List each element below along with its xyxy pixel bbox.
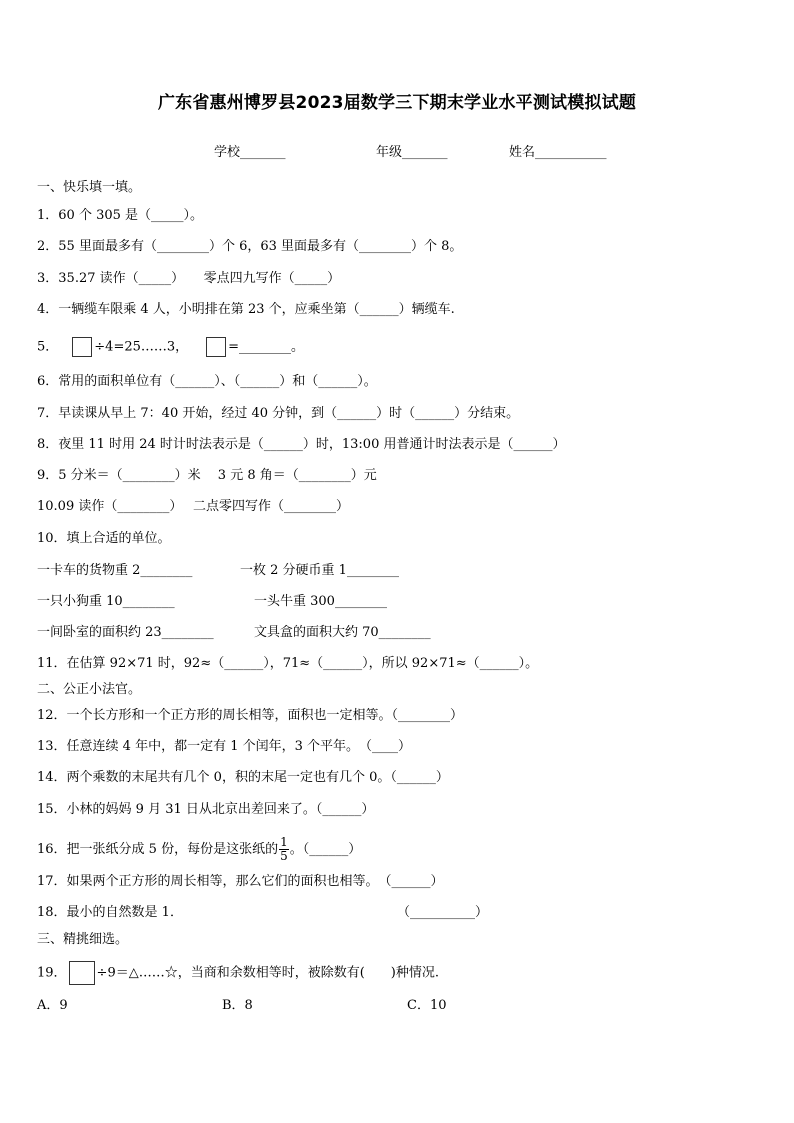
question-7: 7．早读课从早上 7：40 开始，经过 40 分钟，到（______）时（______）分结束。 [37, 406, 520, 421]
question-2: 2．55 里面最多有（________）个 6，63 里面最多有（________）个 8。 [37, 239, 463, 254]
section-1-heading: 一、快乐填一填。 [37, 180, 142, 195]
unit-item: 一枚 2 分硬币重 1________ [240, 563, 399, 578]
grade-field: 年级_______ [376, 145, 448, 160]
fraction-numerator: 1 [280, 835, 288, 849]
answer-box [206, 337, 226, 357]
question-1: 1．60 个 305 是（_____）。 [37, 208, 204, 223]
option-a: A．9 [37, 998, 68, 1013]
question-10a: 10.09 读作（________） 二点零四写作（________） [37, 499, 349, 514]
question-12: 12．一个长方形和一个正方形的周长相等，面积也一定相等。（________） [37, 708, 464, 723]
page-title: 广东省惠州博罗县2023届数学三下期末学业水平测试模拟试题 [157, 93, 637, 113]
question-16-answer: 。（______） [289, 842, 362, 857]
question-5 [37, 337, 304, 355]
question-9: 9．5 分米＝（________）米 3 元 8 角＝（________）元 [37, 468, 377, 483]
question-8: 8．夜里 11 时用 24 时计时法表示是（______）时，13:00 用普通计时法表示是（______） [37, 437, 566, 452]
section-3-heading: 三、精挑细选。 [37, 932, 129, 947]
question-18-answer: （__________） [397, 905, 489, 920]
question-5-equation: ÷4=25……3， [94, 339, 189, 355]
name-field: 姓名___________ [509, 145, 607, 160]
fraction [279, 836, 289, 863]
question-4: 4．一辆缆车限乘 4 人，小明排在第 23 个，应乘坐第（______）辆缆车. [37, 302, 455, 317]
question-3: 3．35.27 读作（_____） 零点四九写作（_____） [37, 271, 341, 286]
question-10: 10．填上合适的单位。 [37, 531, 171, 546]
school-field: 学校_______ [214, 145, 286, 160]
answer-box [72, 337, 92, 357]
question-6: 6．常用的面积单位有（______）、（______）和（______）。 [37, 374, 377, 389]
question-17: 17．如果两个正方形的周长相等，那么它们的面积也相等。 （______） [37, 874, 444, 889]
question-18: 18．最小的自然数是 1． [37, 905, 183, 920]
question-5-result: =________。 [228, 339, 305, 355]
question-19-text: ÷9＝△……☆，当商和余数相等时，被除数有( )种情况. [96, 965, 439, 981]
unit-item: 一只小狗重 10________ [37, 594, 175, 609]
option-c: C．10 [407, 998, 447, 1013]
answer-box [69, 961, 95, 985]
question-11: 11．在估算 92×71 时，92≈（______），71≈（______），所以 92×71≈（______）。 [37, 656, 539, 671]
question-19 [37, 961, 439, 979]
question-16 [37, 835, 362, 863]
fraction-denominator: 5 [280, 849, 288, 863]
option-b: B．8 [222, 998, 253, 1013]
question-19-number: 19． [37, 965, 67, 981]
question-14: 14．两个乘数的末尾共有几个 0，积的末尾一定也有几个 0。（______） [37, 770, 449, 785]
question-13: 13．任意连续 4 年中，都一定有 1 个闰年，3 个平年。 （____） [37, 739, 412, 754]
unit-item: 一卡车的货物重 2________ [37, 563, 193, 578]
question-15: 15．小林的妈妈 9 月 31 日从北京出差回来了。（______） [37, 802, 375, 817]
section-2-heading: 二、公正小法官。 [37, 682, 142, 697]
unit-item: 一间卧室的面积约 23________ [37, 625, 214, 640]
unit-item: 文具盒的面积大约 70________ [254, 625, 431, 640]
question-16-text: 16．把一张纸分成 5 份，每份是这张纸的 [37, 842, 279, 857]
unit-item: 一头牛重 300________ [254, 594, 387, 609]
question-5-number: 5． [37, 339, 59, 355]
